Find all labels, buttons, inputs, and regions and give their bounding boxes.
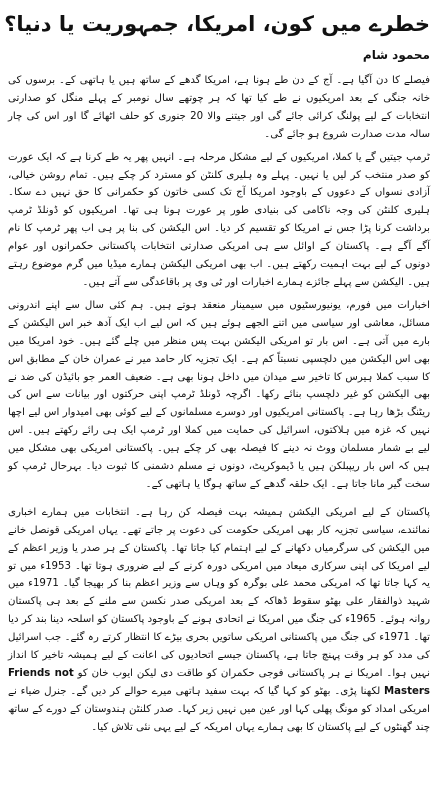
article-body <box>8 72 430 737</box>
embedded-english-phrase: Friends not Masters <box>8 668 430 697</box>
article-paragraph-2: ٹرمپ جیتیں گے یا کملا، امریکیوں کے لیے مشکل مرحلہ ہے۔ انہیں پھر یہ طے کرنا ہے کہ ایک عورت کو صدر منتخب کر لیں یا نہیں۔ پہلے وہ ہلیری کلنٹن کو مسترد کر چکے ہیں۔ تمام روشن خیالی، آزادی نسواں کے دعووں کے باوجود امریکا آج تک کسی خاتون کو حکمرانی کا حق نہیں دے سکا۔ ہلیری کلنٹن کی وجہ ناکامی کی بنیادی طور پر عورت ہونا ہی تھا۔ امریکیوں کو ڈونلڈ ٹرمپ برداشت کرنا پڑا جس نے امریکا کو تقسیم کر دیا۔ اس الیکشن کی بنا پر ہی اب پھر ٹرمپ کا نام آگے آگے ہے۔ پاکستان کے اوائل سے ہی امریکی صدارتی انتخابات پاکستانی حکمرانوں اور عوام دونوں کے لیے بہت اہمیت رکھتے ہیں۔ اب بھی امریکی الیکشن ہمارے میڈیا میں گرم موضوع رہتے ہیں۔ الیکشن سے پہلے جائزے ہمارے اخبارات اور ٹی وی پر باقاعدگی سے آتے ہیں۔ <box>8 151 430 288</box>
article-byline: محمود شام <box>362 48 430 62</box>
article-headline: خطرے میں کون، امریکا، جمہوریت یا دنیا؟ <box>4 12 430 36</box>
article-paragraph-4: پاکستان کے لیے امریکی الیکشن ہمیشہ بہت فیصلہ کن رہا ہے۔ انتخابات میں ہمارے اخباری نمائندے، سیاسی تجزیہ کار بھی امریکی حکومت کی دعوت پر جاتے تھے۔ یہاں امریکی قونصل خانے میں الیکشن کی سرگرمیاں دکھانے کے لیے اہتمام کیا جاتا تھا۔ پاکستان کے ہر صدر یا وزیر اعظم کے لیے امریکا کی اپنی سرکاری میعاد میں امریکی دورہ کرنے کے لیے ضروری ہوتا تھا۔ 1953ء میں تو یہ کہا جاتا تھا کہ امریکی محمد علی بوگرہ کو وہاں سے وزیر اعظم بنا کر بھیجا گیا۔ 1971ء میں شہید ذوالفقار علی بھٹو سقوط ڈھاکہ کے بعد امریکی صدر نکسن سے ملنے کے بعد ہی پاکستان روانہ ہوئے۔ 1965ء کی جنگ میں امریکا نے اتحادی ہونے کے باوجود پاکستان کو اسلحہ دینا بند کر دیا تھا۔ 1971ء کی جنگ میں پاکستانی امریکی ساتویں بحری بیڑے کا انتظار کرتے رہ گئے۔ جب اسرائیل کی مدد کو ہر وقت پہنچ جاتا ہے، پاکستان جیسے اتحادیوں کی اعانت کے لیے ہمیشہ تاخیر کا انداز نہیں ہوا۔ امریکا نے ہر پاکستانی فوجی حکمران کو طاقت دی لیکن ایوب خان کو Friends not Masters لکھنا پڑی۔ بھٹو کو کہا گیا کہ بہت سفید ہاتھی میرے حوالے کر دیں گے۔ جنرل ضیاء نے امریکی امداد کو مونگ پھلی کہا اور عین میں نہیں زیر کہا۔ صدر کلنٹن ہندوستان کے دورے کے ساتھ چند گھنٹوں کے لیے پاکستان کا بھی ہمارے یہاں امریکہ کے لیے یہی نئی تلاش کیا۔ <box>8 506 431 733</box>
article-paragraph-3: اخبارات میں فورم، یونیورسٹیوں میں سیمینار منعقد ہوتے ہیں۔ ہم کئی سال سے اپنے اندرونی مسائل، معاشی اور سیاسی میں اتنے الجھے ہوئے ہیں کہ اس لیے اب ایک آدھ خبر اس الیکشن کے بارے میں آتی ہے۔ اس بار تو امریکی الیکشن بہت پس منظر میں چلے گئے ہیں۔ خود امریکا میں بھی اس الیکشن میں دلچسپی نسبتاً کم ہے۔ ایک تجزیہ کار حامد میر نے عمران خان کے مطابق اس کا سبب کملا ہیرس کا تاخیر سے میدان میں داخل ہونا بھی ہے۔ ضعیف العمر جو بائیڈن کی ضد نے بھی الیکشن کو غیر دلچسپ بنائے رکھا۔ اگرچہ ڈونلڈ ٹرمپ اپنی حرکتوں اور بیانات سے اس کی ریٹنگ بڑھا رہا ہے۔ پاکستانی امریکیوں اور دوسرے مسلمانوں کے لیے کوئی بھی امیدوار اس لیے اچھا نہیں کہ غزہ میں ہلاکتوں، اسرائیل کی حمایت میں کملا اور ٹرمپ ایک ہی رائے رکھتے ہیں۔ اس لیے بے شمار مسلمان ووٹ نہ دینے کا فیصلہ بھی کر چکے ہیں۔ پاکستانی امریکی بھی مشکل میں ہیں کہ اس بار ریپبلکن ہیں یا ڈیموکریٹ، دونوں نے مسلم دشمنی کا ثبوت دیا۔ بہرحال ٹرمپ کو سخت گیر مانا جاتا ہے۔ ایک حلقہ گدھے کے ساتھ ہوگا یا ہاتھی کے۔ <box>8 299 430 490</box>
article-paragraph-1: فیصلے کا دن آگیا ہے۔ آج کے دن طے ہونا ہے، امریکا گدھے کے ساتھ ہیں یا ہاتھی کے۔ برسوں کی خانہ جنگی کے بعد امریکیوں نے طے کیا تھا کہ ہر چوتھے سال نومبر کے پہلے منگل کو صدارتی انتخابات کے لیے پولنگ کرائی جائے گی اور جیتنے والا 20 جنوری کو حلف اٹھائے گا اور اس کی چار سالہ مدت صدارت شروع ہو جائے گی۔ <box>8 75 431 140</box>
